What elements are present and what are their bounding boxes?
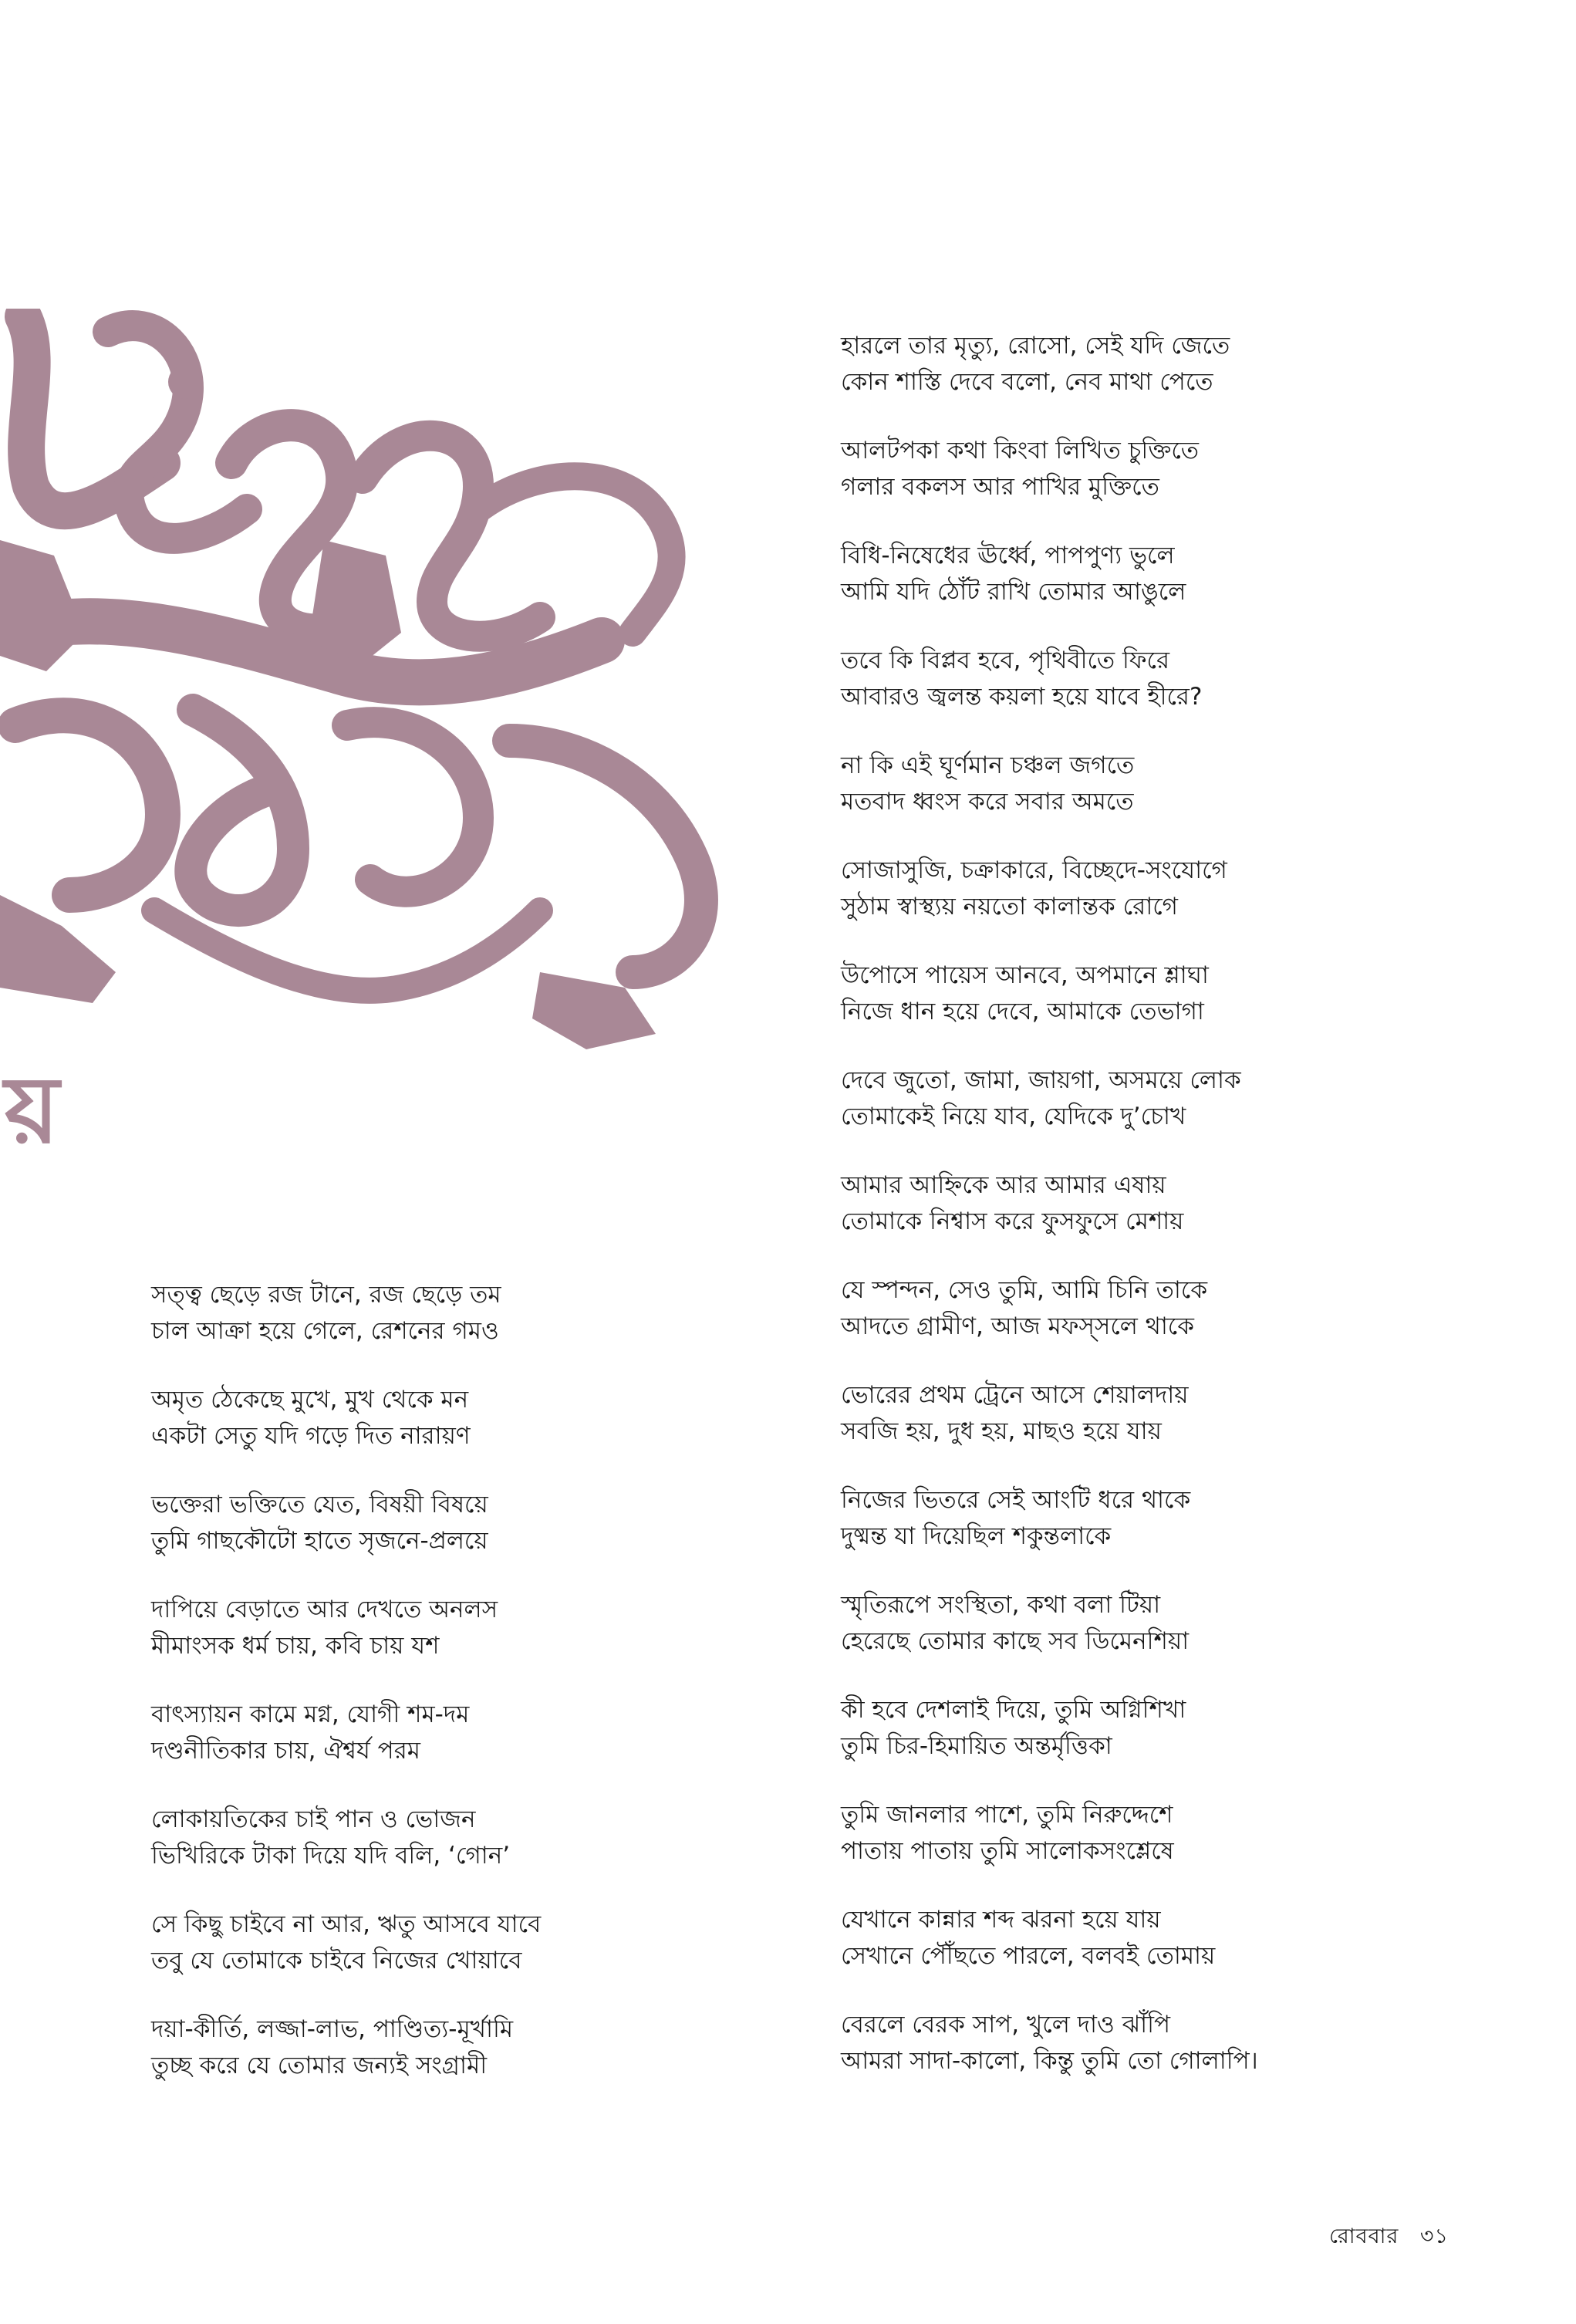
- poem-line: উপোসে পায়েস আনবে, অপমানে শ্লাঘা: [841, 961, 1209, 989]
- poem-line: একটা সেতু যদি গড়ে দিত নারায়ণ: [151, 1422, 471, 1450]
- stanza: [151, 1592, 737, 1664]
- poem-line: অমৃত ঠেকেছে মুখে, মুখ থেকে মন: [151, 1386, 469, 1414]
- brush-calligraphy-artwork: [0, 309, 741, 1196]
- poem-line: সেখানে পৌঁছতে পারলে, বলবই তোমায়: [841, 1942, 1216, 1970]
- poem-line: আবারও জ্বলন্ত কয়লা হয়ে যাবে হীরে?: [841, 683, 1203, 711]
- brush-stroke-top-loop: [108, 326, 247, 539]
- stanza: [841, 328, 1427, 400]
- poem-line: বেরলে বেরক সাপ, খুলে দাও ঝাঁপি: [841, 2011, 1171, 2039]
- stanza: [841, 433, 1427, 505]
- brush-fill-center-block: [309, 540, 401, 664]
- poem-right-column: [841, 328, 1427, 2112]
- stanza: [151, 1487, 737, 1559]
- poem-line: লোকায়তিকের চাই পান ও ভোজন: [151, 1805, 476, 1833]
- poem-line: গলার বকলস আর পাখির মুক্তিতে: [841, 473, 1159, 501]
- stanza: [841, 1377, 1427, 1450]
- poem-line: স্মৃতিরূপে সংস্থিতা, কথা বলা টিয়া: [841, 1591, 1161, 1619]
- poem-line: নিজে ধান হয়ে দেবে, আমাকে তেভাগা: [841, 998, 1204, 1025]
- stanza: [841, 643, 1427, 715]
- poem-line: তবু যে তোমাকে চাইবে নিজের খোয়াবে: [151, 1947, 522, 1974]
- stanza: [841, 538, 1427, 610]
- stanza: [841, 1272, 1427, 1345]
- brush-stroke-bottom-arc: [154, 910, 540, 991]
- poem-line: যেখানে কান্নার শব্দ ঝরনা হয়ে যায়: [841, 1906, 1161, 1934]
- brush-stroke-far-right: [509, 741, 701, 972]
- poem-line: সোজাসুজি, চক্রাকারে, বিচ্ছেদে-সংযোগে: [841, 856, 1227, 884]
- stanza: [841, 1587, 1427, 1660]
- brush-stroke-lower-right-loop: [347, 722, 478, 892]
- stanza: [841, 1062, 1427, 1135]
- poem-line: সত্ত্ব ছেড়ে রজ টানে, রজ ছেড়ে তম: [151, 1281, 501, 1309]
- poem-line: আমি যদি ঠোঁট রাখি তোমার আঙুলে: [841, 578, 1186, 606]
- brush-fill-left-block: [0, 540, 85, 671]
- poem-line: সে কিছু চাইবে না আর, ঋতু আসবে যাবে: [151, 1910, 542, 1938]
- poem-line: দাপিয়ে বেড়াতে আর দেখতে অনলস: [151, 1596, 498, 1623]
- magazine-name: রোববার: [1328, 2224, 1399, 2248]
- poem-line: না কি এই ঘূর্ণমান চঞ্চল জগতে: [841, 752, 1135, 779]
- brush-stroke-upper-swoop: [478, 476, 672, 633]
- stanza: [151, 1802, 737, 1874]
- poem-line: হেরেছে তোমার কাছে সব ডিমেনশিয়া: [841, 1627, 1190, 1655]
- poem-line: দুষ্মন্ত যা দিয়েছিল শকুন্তলাকে: [841, 1522, 1112, 1550]
- poem-line: তবে কি বিপ্লব হবে, পৃথিবীতে ফিরে: [841, 647, 1170, 674]
- poem-line: আমার আহ্নিকে আর আমার এষায়: [841, 1171, 1166, 1199]
- poem-line: আদতে গ্রামীণ, আজ মফস্‌সলে থাকে: [841, 1312, 1194, 1340]
- poem-line: বিধি-নিষেধের ঊর্ধ্বে, পাপপুণ্য ভুলে: [841, 542, 1175, 569]
- stanza: [151, 1382, 737, 1454]
- brush-stroke-lower-left: [15, 715, 163, 895]
- stanza: [151, 2012, 737, 2084]
- poem-line: দয়া-কীর্তি, লজ্জা-লাভ, পাণ্ডিত্য-মূর্খামি: [151, 2015, 514, 2043]
- brush-fill-bottom-left: [0, 895, 116, 1003]
- page-number: ৩১: [1419, 2224, 1449, 2248]
- poem-line: পাতায় পাতায় তুমি সালোকসংশ্লেষে: [841, 1837, 1174, 1865]
- corner-letter-artwork: য়: [5, 1057, 59, 1164]
- poem-line: যে স্পন্দন, সেও তুমি, আমি চিনি তাকে: [841, 1276, 1208, 1304]
- poem-line: ভোরের প্রথম ট্রেনে আসে শেয়ালদায়: [841, 1381, 1189, 1409]
- poem-line: তোমাকেই নিয়ে যাব, যেদিকে দু’চোখ: [841, 1103, 1186, 1130]
- poem-line: কী হবে দেশলাই দিয়ে, তুমি অগ্নিশিখা: [841, 1696, 1186, 1724]
- poem-line: তুমি গাছকৌটো হাতে সৃজনে-প্রলয়ে: [151, 1527, 488, 1555]
- poem-line: সুঠাম স্বাস্থ্যয় নয়তো কালান্তক রোগে: [841, 893, 1178, 920]
- poem-line: মতবাদ ধ্বংস করে সবার অমতে: [841, 788, 1134, 816]
- poem-line: কোন শাস্তি দেবে বলো, নেব মাথা পেতে: [841, 368, 1213, 396]
- poem-line: আমরা সাদা-কালো, কিন্তু তুমি তো গোলাপি।: [841, 2047, 1258, 2075]
- poem-line: দণ্ডনীতিকার চায়, ঐশ্বর্য পরম: [151, 1737, 420, 1765]
- stanza: [841, 748, 1427, 820]
- poem-line: তুমি চির-হিমায়িত অন্তর্মৃত্তিকা: [841, 1732, 1112, 1760]
- poem-line: আলটপকা কথা কিংবা লিখিত চুক্তিতে: [841, 437, 1200, 464]
- poem-line: দেবে জুতো, জামা, জায়গা, অসময়ে লোক: [841, 1066, 1241, 1094]
- poem-line: ভক্তেরা ভক্তিতে যেত, বিষয়ী বিষয়ে: [151, 1491, 488, 1518]
- poem-left-column: [151, 1277, 737, 2116]
- poem-line: মীমাংসক ধর্ম চায়, কবি চায় যশ: [151, 1632, 440, 1660]
- stanza: [841, 1167, 1427, 1240]
- poem-line: সবজি হয়, দুধ হয়, মাছও হয়ে যায়: [841, 1417, 1162, 1445]
- stanza: [841, 1797, 1427, 1870]
- stanza: [151, 1277, 737, 1349]
- poem-line: তুচ্ছ করে যে তোমার জন্যই সংগ্রামী: [151, 2052, 488, 2079]
- ink-dot: [168, 365, 202, 399]
- stanza: [841, 2007, 1427, 2079]
- stanza: [841, 1692, 1427, 1765]
- poem-line: ভিখিরিকে টাকা দিয়ে যদি বলি, ‘গোন’: [151, 1842, 511, 1870]
- stanza: [151, 1697, 737, 1769]
- stanza: [841, 958, 1427, 1030]
- stanza: [841, 1482, 1427, 1555]
- poem-line: বাৎস্যায়ন কামে মগ্ন, যোগী শম-দম: [151, 1701, 470, 1728]
- brush-stroke-lower-middle: [191, 710, 293, 910]
- stanza: [841, 1902, 1427, 1974]
- poem-line: তুমি জানলার পাশে, তুমি নিরুদ্দেশে: [841, 1801, 1173, 1829]
- poem-line: হারলে তার মৃত্যু, রোসো, সেই যদি জেতে: [841, 332, 1230, 360]
- poem-line: নিজের ভিতরে সেই আংটি ধরে থাকে: [841, 1486, 1191, 1514]
- poem-line: চাল আক্রা হয়ে গেলে, রেশনের গমও: [151, 1317, 499, 1345]
- poem-line: তোমাকে নিশ্বাস করে ফুসফুসে মেশায়: [841, 1208, 1184, 1235]
- stanza: [841, 853, 1427, 925]
- page-footer: [1329, 2221, 1449, 2255]
- stanza: [151, 1907, 737, 1979]
